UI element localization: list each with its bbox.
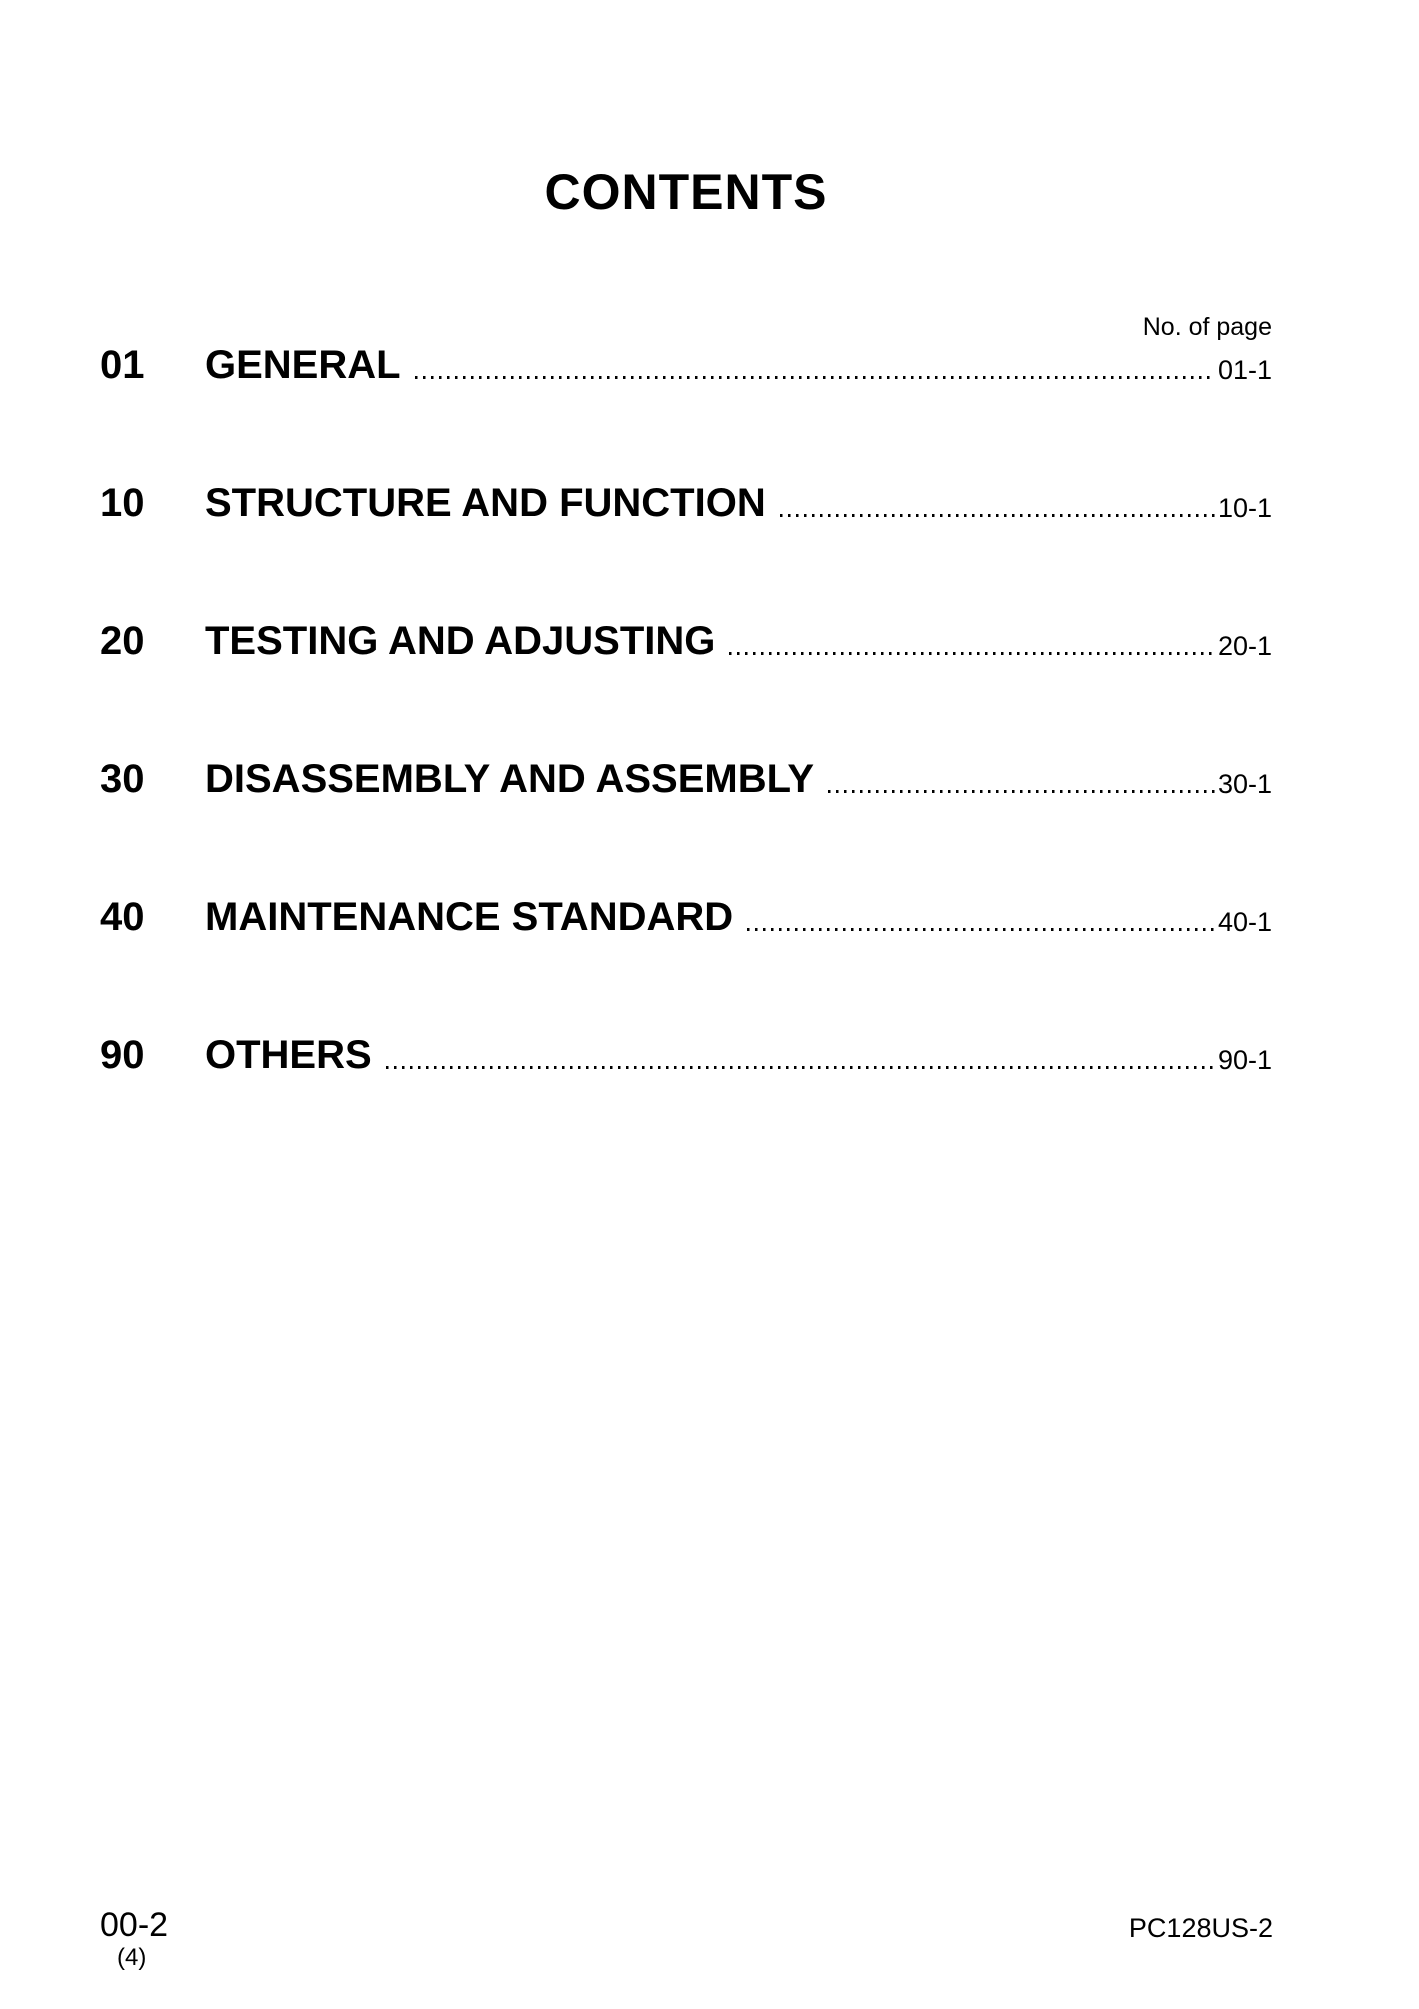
section-title: GENERAL (205, 343, 401, 387)
dot-leader (729, 652, 1215, 655)
page-ref: 40-1 (1217, 907, 1272, 937)
page-number-column-header: No. of page (1142, 313, 1272, 341)
section-title: OTHERS (205, 1033, 372, 1077)
section-title: STRUCTURE AND FUNCTION (205, 481, 766, 525)
section-number: 10 (100, 481, 145, 525)
toc-list (100, 342, 1272, 1078)
toc-row-structure-and-function (100, 480, 1272, 526)
footer-edition-number: (4) (117, 1944, 147, 1971)
section-number: 90 (100, 1033, 145, 1077)
toc-row-others (100, 1032, 1272, 1078)
toc-row-disassembly-and-assembly (100, 756, 1272, 802)
page-ref: 01-1 (1217, 355, 1272, 385)
contents-block (100, 0, 1272, 1078)
section-number: 20 (100, 619, 145, 663)
section-number: 01 (100, 343, 145, 387)
dot-leader (415, 376, 1215, 379)
section-number: 30 (100, 757, 145, 801)
page-ref: 30-1 (1217, 769, 1272, 799)
section-number: 40 (100, 895, 145, 939)
footer-left (100, 1905, 168, 1971)
section-title: TESTING AND ADJUSTING (205, 619, 716, 663)
section-title: MAINTENANCE STANDARD (205, 895, 734, 939)
toc-row-testing-and-adjusting (100, 618, 1272, 664)
footer-model-code: PC128US-2 (1128, 1913, 1273, 1943)
dot-leader (828, 790, 1215, 793)
page-title: CONTENTS (544, 164, 828, 220)
toc-row-maintenance-standard (100, 894, 1272, 940)
footer-page-number: 00-2 (100, 1906, 169, 1944)
dot-leader (747, 928, 1215, 931)
dot-leader (780, 514, 1215, 517)
page-ref: 20-1 (1217, 631, 1272, 661)
dot-leader (386, 1066, 1215, 1069)
page-ref: 90-1 (1217, 1045, 1272, 1075)
section-title: DISASSEMBLY AND ASSEMBLY (205, 757, 815, 801)
page-ref: 10-1 (1217, 493, 1272, 523)
toc-row-general (100, 342, 1272, 388)
